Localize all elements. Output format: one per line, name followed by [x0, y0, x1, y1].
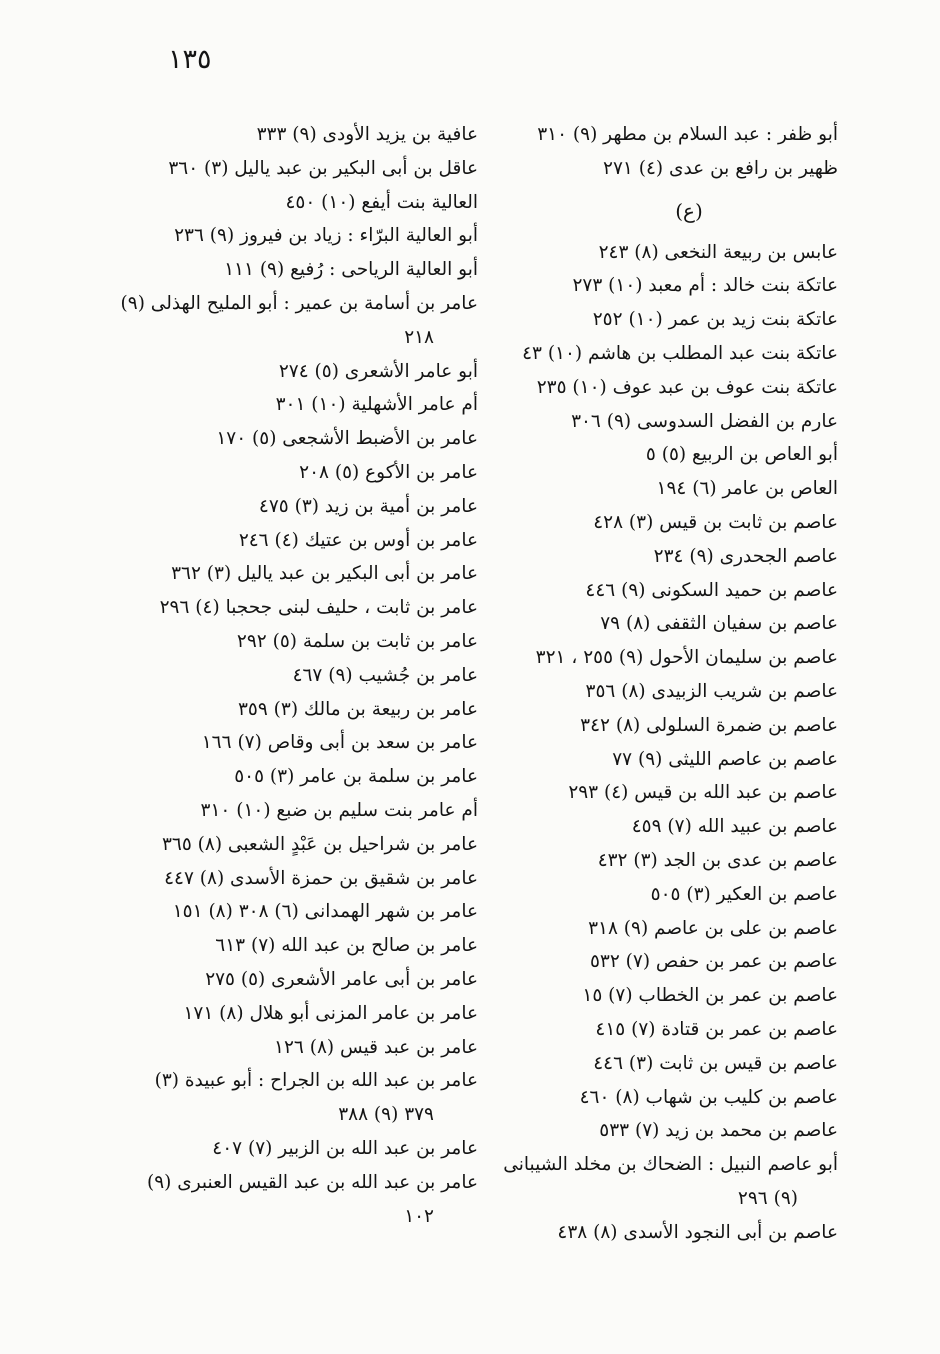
index-entry: عاصم بن كليب بن شهاب (٨) ٤٦٠	[579, 1086, 838, 1108]
continuation-text: ١٠٢	[404, 1205, 434, 1227]
index-entry: عاصم بن ثابت بن قيس (٣) ٤٢٨	[593, 511, 838, 533]
index-entry: أبو ظفر : عبد السلام بن مطهر (٩) ٣١٠	[537, 124, 838, 145]
index-entry: ظهير بن رافع بن عدى (٤) ٢٧١	[603, 157, 838, 179]
index-entry: عاصم بن عدى بن الجد (٣) ٤٣٢	[597, 849, 838, 871]
index-entry: عاصم بن حميد السكونى (٩) ٤٤٦	[585, 579, 838, 601]
index-entry: عامر بن جُشيب (٩) ٤٦٧	[292, 664, 478, 686]
index-entry-continuation	[148, 1098, 478, 1132]
index-entry: عامر بن سلمة بن عامر (٣) ٥٠٥	[234, 766, 478, 788]
index-entry: أم عامر بنت سليم بن ضبع (١٠) ٣١٠	[200, 799, 478, 821]
index-entry: عامر بن عبد الله بن عبد القيس العنبرى (٩)	[146, 1171, 478, 1193]
index-entry: عاصم بن محمد بن زيد (٧) ٥٣٣	[599, 1120, 838, 1142]
index-entry: عاصم بن على بن عاصم (٩) ٣١٨	[588, 917, 838, 939]
page-number: ١٣٥	[168, 44, 212, 75]
index-entry: أبو عامر الأشعرى (٥) ٢٧٤	[278, 360, 478, 382]
index-entry: عاقل بن أبى البكير بن عبد ياليل (٣) ٣٦٠	[168, 157, 478, 179]
index-entry: عامر بن عامر المزنى أبو هلال (٨) ١٧١	[183, 1002, 478, 1024]
index-entry: عاصم بن عمر بن حفص (٧) ٥٣٢	[589, 951, 838, 973]
index-entry: عامر بن ربيعة بن مالك (٣) ٣٥٩	[237, 698, 478, 720]
index-entry: عامر بن الأكوع (٥) ٢٠٨	[299, 461, 478, 483]
index-entry: عامر بن عبد الله بن الزبير (٧) ٤٠٧	[212, 1137, 478, 1159]
index-entry: عامر بن أمية بن زيد (٣) ٤٧٥	[258, 495, 478, 517]
index-entry: عاصم بن عمر بن الخطاب (٧) ١٥	[582, 985, 838, 1007]
index-column-right	[503, 118, 838, 1250]
index-entry: عامر بن شهر الهمدانى (٦) ٣٠٨ (٨) ١٥١	[172, 901, 478, 923]
index-entry: أبو عاصم النبيل : الضحاك بن مخلد الشيبانى	[503, 1154, 838, 1176]
index-entry-continuation	[148, 1200, 478, 1234]
index-entry: أبو العاص بن الربيع (٥) ٥	[645, 444, 838, 466]
index-entry: عاتكة بنت خالد : أم معبد (١٠) ٢٧٣	[572, 275, 838, 297]
index-entry: عاصم بن عمر بن قتادة (٧) ٤١٥	[595, 1018, 838, 1040]
index-entry: عامر بن عبد قيس (٨) ١٢٦	[274, 1036, 478, 1058]
index-entry: عامر بن عبد الله بن الجراح : أبو عبيدة (٣)	[154, 1070, 478, 1092]
index-entry: عاصم بن أبى النجود الأسدى (٨) ٤٣٨	[557, 1221, 838, 1243]
index-entry: عامر بن سعد بن أبى وقاص (٧) ١٦٦	[201, 732, 478, 754]
index-entry: أبو العالية البرّاء : زياد بن فيروز (٩) ٢٣٦	[174, 225, 478, 247]
index-entry: العاص بن عامر (٦) ١٩٤	[656, 478, 838, 500]
index-entry: عاصم بن العكير (٣) ٥٠٥	[650, 883, 838, 905]
index-entry: عاتكة بنت زيد بن عمر (١٠) ٢٥٢	[592, 309, 838, 331]
index-entry: عاصم الجحدرى (٩) ٢٣٤	[653, 545, 838, 567]
index-entry: عامر بن أسامة بن عمير : أبو المليح الهذلى (٩)	[120, 292, 478, 314]
index-entry: عاصم بن سفيان الثقفى (٨) ٧٩	[600, 613, 838, 635]
index-entry: عامر بن شراحيل بن عَبْدٍ الشعبى (٨) ٣٦٥	[161, 833, 478, 855]
section-letter-heading: (ع)	[675, 198, 703, 223]
continuation-text: ٣٧٩ (٩) ٣٨٨	[338, 1104, 434, 1126]
index-entry: عاتكة بنت عبد المطلب بن هاشم (١٠) ٤٣	[522, 342, 838, 364]
index-entry-continuation	[148, 321, 478, 355]
index-entry: أم عامر الأشهلية (١٠) ٣٠١	[275, 394, 478, 416]
index-entry: عامر بن ثابت بن سلمة (٥) ٢٩٢	[236, 630, 478, 652]
index-entry: عامر بن الأضبط الأشجعى (٥) ١٧٠	[216, 428, 478, 450]
index-entry: عارم بن الفضل السدوسى (٩) ٣٠٦	[571, 410, 838, 432]
index-entry: عامر بن صالح بن عبد الله (٧) ٦١٣	[215, 935, 478, 957]
index-entry-continuation	[508, 1182, 838, 1216]
index-entry: عامر بن أبى عامر الأشعرى (٥) ٢٧٥	[205, 968, 478, 990]
index-entry: عاصم بن سليمان الأحول (٩) ٢٥٥ ، ٣٢١	[535, 647, 838, 669]
continuation-text: (٩) ٢٩٦	[737, 1187, 798, 1209]
index-entry: عاتكة بنت عوف بن عبد عوف (١٠) ٢٣٥	[536, 376, 838, 398]
index-entry: عاصم بن شريب الزبيدى (٨) ٣٥٦	[585, 680, 838, 702]
index-entry: عابس بن ربيعة النخعى (٨) ٢٤٣	[598, 241, 838, 263]
index-entry: العالية بنت أيفع (١٠) ٤٥٠	[285, 191, 478, 213]
continuation-text: ٢١٨	[404, 326, 434, 348]
index-entry: عاصم بن ضمرة السلولى (٨) ٣٤٢	[580, 714, 838, 736]
index-entry: عامر بن أبى البكير بن عبد ياليل (٣) ٣٦٢	[171, 563, 478, 585]
index-entry: أبو العالية الرياحى : رُفيع (٩) ١١١	[224, 259, 478, 281]
index-entry: عاصم بن عبد الله بن قيس (٤) ٢٩٣	[568, 782, 838, 804]
index-entry: عاصم بن قيس بن ثابت (٣) ٤٤٦	[593, 1052, 838, 1074]
index-entry: عامر بن أوس بن عتيك (٤) ٢٤٦	[238, 529, 478, 551]
index-entry: عاصم بن عاصم الليثى (٩) ٧٧	[612, 748, 838, 770]
index-entry: عامر بن شقيق بن حمزة الأسدى (٨) ٤٤٧	[164, 867, 478, 889]
index-column-left	[120, 118, 478, 1233]
index-entry: عاصم بن عبيد الله (٧) ٤٥٩	[631, 816, 838, 838]
index-entry: عافية بن يزيد الأودى (٩) ٣٣٣	[256, 124, 478, 145]
index-entry: عامر بن ثابت ، حليف لبنى جحجبا (٤) ٢٩٦	[159, 597, 478, 619]
